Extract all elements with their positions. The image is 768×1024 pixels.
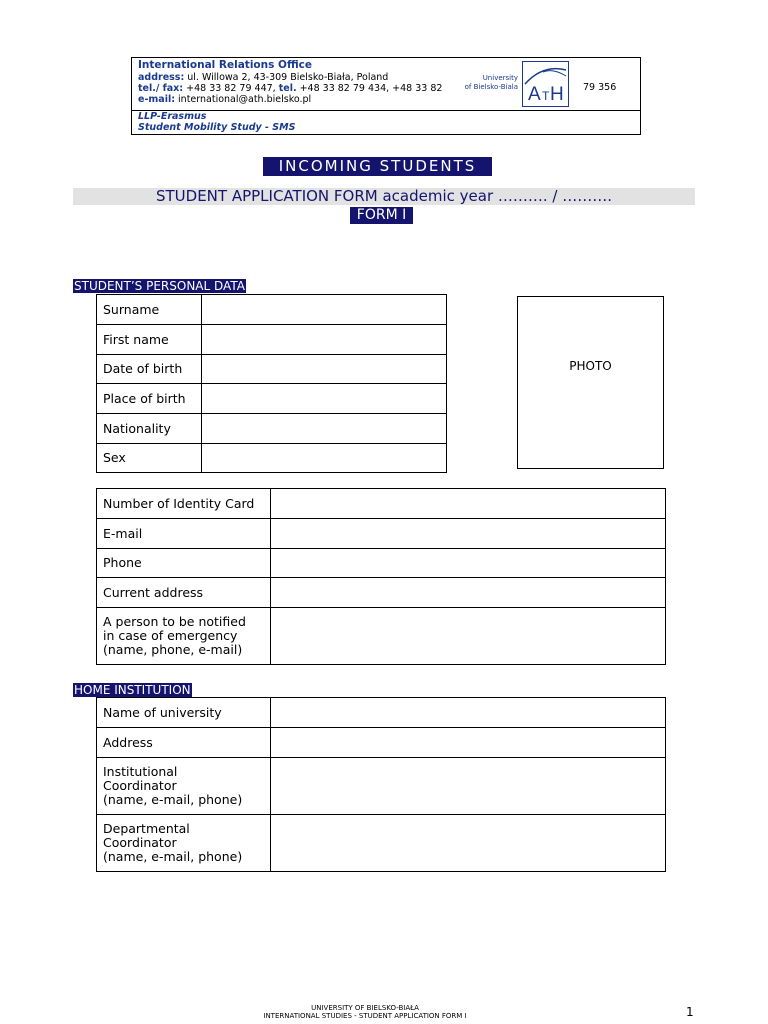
phone-continuation: 79 356 bbox=[583, 82, 617, 93]
home-institution-heading: HOME INSTITUTION bbox=[74, 683, 191, 697]
email-field[interactable] bbox=[271, 519, 666, 549]
svg-text:A: A bbox=[528, 84, 541, 105]
table-row bbox=[97, 325, 447, 355]
place-of-birth-field[interactable] bbox=[202, 384, 447, 414]
header-divider bbox=[132, 110, 640, 111]
table-row bbox=[97, 578, 666, 608]
identity-card-label: Number of Identity Card bbox=[97, 489, 271, 519]
emergency-contact-field[interactable] bbox=[271, 608, 666, 665]
sex-field[interactable] bbox=[202, 444, 447, 473]
table-row bbox=[97, 384, 447, 414]
phone-label: Phone bbox=[97, 549, 271, 578]
phone-line: tel./ fax: +48 33 82 79 447, tel. +48 33 82 79 434, +48 33 82 bbox=[138, 83, 443, 94]
current-address-label: Current address bbox=[97, 578, 271, 608]
departmental-coordinator-label: Departmental Coordinator (name, e-mail, phone) bbox=[97, 815, 271, 872]
incoming-students-title: INCOMING STUDENTS bbox=[263, 157, 492, 176]
home-institution-table bbox=[96, 697, 666, 872]
table-row bbox=[97, 608, 666, 665]
phone-field[interactable] bbox=[271, 549, 666, 578]
letterhead bbox=[131, 57, 641, 135]
contact-table bbox=[96, 488, 666, 665]
university-name-label: Name of university bbox=[97, 698, 271, 728]
university-name-field[interactable] bbox=[271, 698, 666, 728]
table-row bbox=[97, 549, 666, 578]
form-number: FORM I bbox=[350, 207, 413, 224]
program-name: LLP-Erasmus bbox=[138, 111, 207, 122]
personal-data-heading: STUDENT’S PERSONAL DATA bbox=[74, 279, 245, 293]
page-number: 1 bbox=[686, 1005, 694, 1019]
place-of-birth-label: Place of birth bbox=[97, 384, 202, 414]
ath-logo bbox=[522, 61, 569, 107]
current-address-field[interactable] bbox=[271, 578, 666, 608]
nationality-label: Nationality bbox=[97, 414, 202, 444]
sex-label: Sex bbox=[97, 444, 202, 473]
footer-university: UNIVERSITY OF BIELSKO-BIAŁA bbox=[311, 1004, 419, 1012]
photo-label: PHOTO bbox=[569, 359, 612, 373]
program-subtitle: Student Mobility Study - SMS bbox=[138, 122, 296, 133]
institutional-coordinator-field[interactable] bbox=[271, 758, 666, 815]
surname-field[interactable] bbox=[202, 295, 447, 325]
application-form-title: STUDENT APPLICATION FORM academic year ………. / ………. bbox=[155, 187, 613, 205]
page-footer bbox=[200, 1004, 530, 1020]
table-row bbox=[97, 519, 666, 549]
table-row bbox=[97, 698, 666, 728]
surname-label: Surname bbox=[97, 295, 202, 325]
university-logo-text: University of Bielsko-Biala bbox=[464, 74, 518, 91]
first-name-label: First name bbox=[97, 325, 202, 355]
table-row bbox=[97, 489, 666, 519]
identity-card-field[interactable] bbox=[271, 489, 666, 519]
personal-data-table bbox=[96, 294, 447, 473]
home-address-field[interactable] bbox=[271, 728, 666, 758]
table-row bbox=[97, 758, 666, 815]
svg-text:T: T bbox=[542, 89, 550, 103]
table-row bbox=[97, 414, 447, 444]
institutional-coordinator-label: Institutional Coordinator (name, e-mail, phone) bbox=[97, 758, 271, 815]
photo-box[interactable] bbox=[517, 296, 664, 469]
logo-swoosh-icon bbox=[523, 62, 568, 106]
table-row bbox=[97, 355, 447, 384]
table-row bbox=[97, 815, 666, 872]
table-row bbox=[97, 728, 666, 758]
svg-text:H: H bbox=[550, 84, 564, 105]
home-address-label: Address bbox=[97, 728, 271, 758]
date-of-birth-field[interactable] bbox=[202, 355, 447, 384]
email-label: E-mail bbox=[97, 519, 271, 549]
office-name: International Relations Office bbox=[138, 59, 312, 71]
nationality-field[interactable] bbox=[202, 414, 447, 444]
footer-form-name: INTERNATIONAL STUDIES - STUDENT APPLICATION FORM I bbox=[263, 1012, 467, 1020]
table-row bbox=[97, 295, 447, 325]
date-of-birth-label: Date of birth bbox=[97, 355, 202, 384]
email-line: e-mail: international@ath.bielsko.pl bbox=[138, 94, 312, 105]
departmental-coordinator-field[interactable] bbox=[271, 815, 666, 872]
table-row bbox=[97, 444, 447, 473]
address-line: address: ul. Willowa 2, 43-309 Bielsko-Biała, Poland bbox=[138, 72, 389, 83]
first-name-field[interactable] bbox=[202, 325, 447, 355]
emergency-contact-label: A person to be notified in case of emergency (name, phone, e-mail) bbox=[97, 608, 271, 665]
